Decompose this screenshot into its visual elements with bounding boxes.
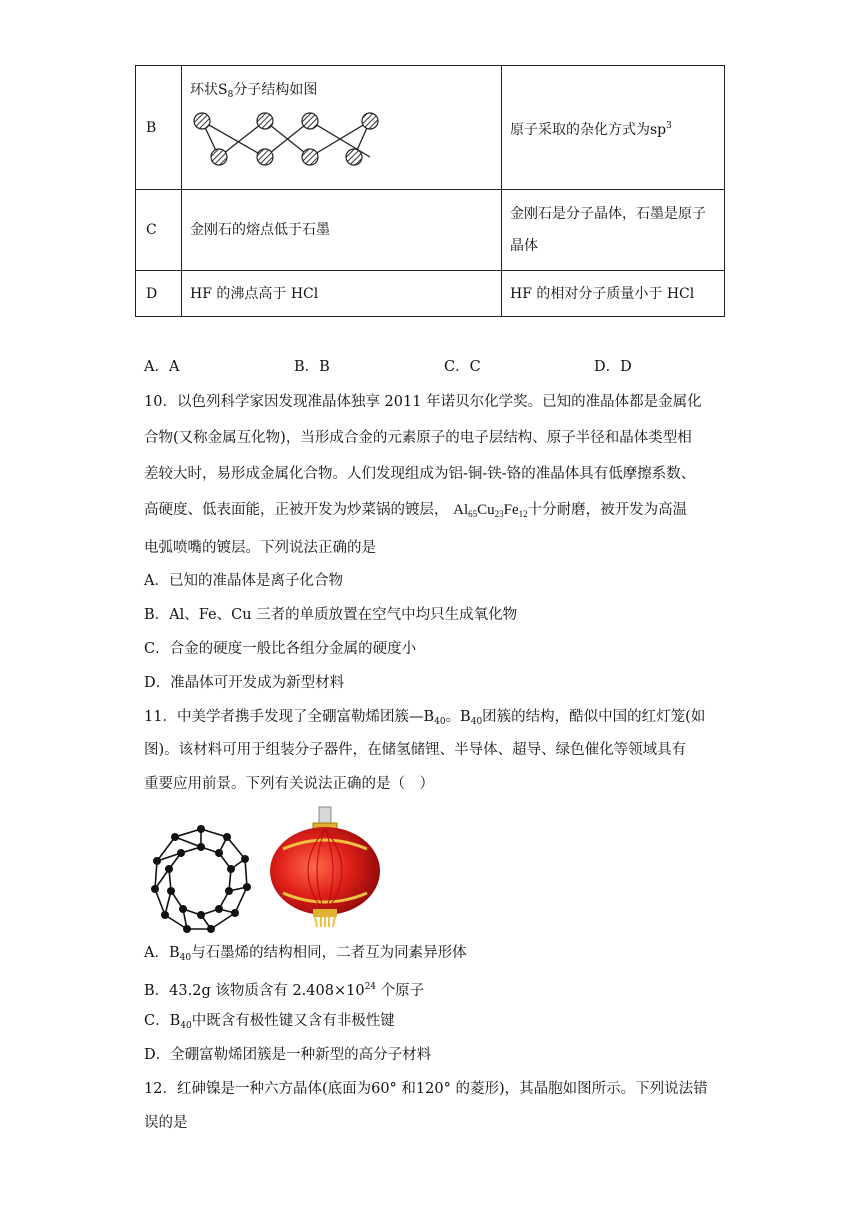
q11-text: 图)。该材料可用于组装分子器件，在储氢储锂、半导体、超导、绿色催化等领域具有 xyxy=(144,742,687,758)
q11-option-a: A．$B_{40}$与石墨烯的结构相同，二者互为同素异形体 xyxy=(144,945,467,963)
q11-text: 重要应用前景。下列有关说法正确的是（ ） xyxy=(144,776,434,792)
q10-text: 高硬度、低表面能，正被开发为炒菜锅的镀层， $Al_{65}Cu_{23}Fe_{12}$十分耐磨，被开发为高温 xyxy=(144,502,688,519)
statement-text: 环状S xyxy=(190,82,228,98)
q10-text: 差较大时，易形成金属化合物。人们发现组成为铝-铜-铁-铬的准晶体具有低摩擦系数、 xyxy=(144,466,696,482)
table-row xyxy=(136,190,725,271)
q12-text: 12．红砷镍是一种六方晶体(底面为60° 和120° 的菱形)，其晶胞如图所示。下列说法错 xyxy=(144,1081,708,1097)
q10-text: 10．以色列科学家因发现准晶体独享 2011 年诺贝尔化学奖。已知的准晶体都是金属化 xyxy=(144,394,702,410)
statement-cell: 金刚石的熔点低于石墨 xyxy=(182,190,502,271)
q10-text: 电弧喷嘴的镀层。下列说法正确的是 xyxy=(144,540,376,556)
option-cell: C xyxy=(136,190,182,271)
table-row xyxy=(136,271,725,317)
answer-table xyxy=(135,65,725,317)
q11-option-b: B．43.2g 该物质含有 $2.408\times 10^{24}$ 个原子 xyxy=(144,982,425,999)
q11-text: 11．中美学者携手发现了全硼富勒烯团簇$—B_{40}$。$B_{40}$团簇的结构，酷似中国的红灯笼(如 xyxy=(144,709,706,727)
option-cell: D xyxy=(136,271,182,317)
q9-option-c: C．C xyxy=(444,359,481,375)
reason-cell: 金刚石是分子晶体，石墨是原子 晶体 xyxy=(502,190,725,271)
q10-option-a: A．已知的准晶体是离子化合物 xyxy=(144,573,343,589)
red-lantern-image xyxy=(269,805,381,927)
table-row xyxy=(136,66,725,190)
s8-ring-diagram xyxy=(190,109,390,169)
q10-option-b: B．Al、Fe、Cu 三者的单质放置在空气中均只生成氧化物 xyxy=(144,607,518,623)
q10-option-c: C．合金的硬度一般比各组分金属的硬度小 xyxy=(144,641,417,657)
reason-cell: HF 的相对分子质量小于 HCl xyxy=(502,271,725,317)
reason-cell: 原子采取的杂化方式为$sp^3$ xyxy=(502,66,725,190)
q11-option-c: C．$B_{40}$中既含有极性键又含有非极性键 xyxy=(144,1013,395,1031)
q10-text: 合物(又称金属互化物)，当形成合金的元素原子的电子层结构、原子半径和晶体类型相 xyxy=(144,430,692,446)
q9-option-d: D．D xyxy=(594,359,632,375)
formula: $Al_{65}Cu_{23}Fe_{12}$ xyxy=(453,502,528,519)
option-cell: B xyxy=(136,66,182,190)
q11-option-d: D．全硼富勒烯团簇是一种新型的高分子材料 xyxy=(144,1047,432,1063)
q12-text: 误的是 xyxy=(144,1115,188,1131)
statement-cell: 环状$S_8$分子结构如图 xyxy=(182,66,502,190)
q9-option-a: A．A xyxy=(144,359,180,375)
statement-cell: HF 的沸点高于 HCl xyxy=(182,271,502,317)
q10-option-d: D．准晶体可开发成为新型材料 xyxy=(144,675,345,691)
b40-cluster-diagram xyxy=(149,825,253,937)
q9-option-b: B．B xyxy=(294,359,330,375)
